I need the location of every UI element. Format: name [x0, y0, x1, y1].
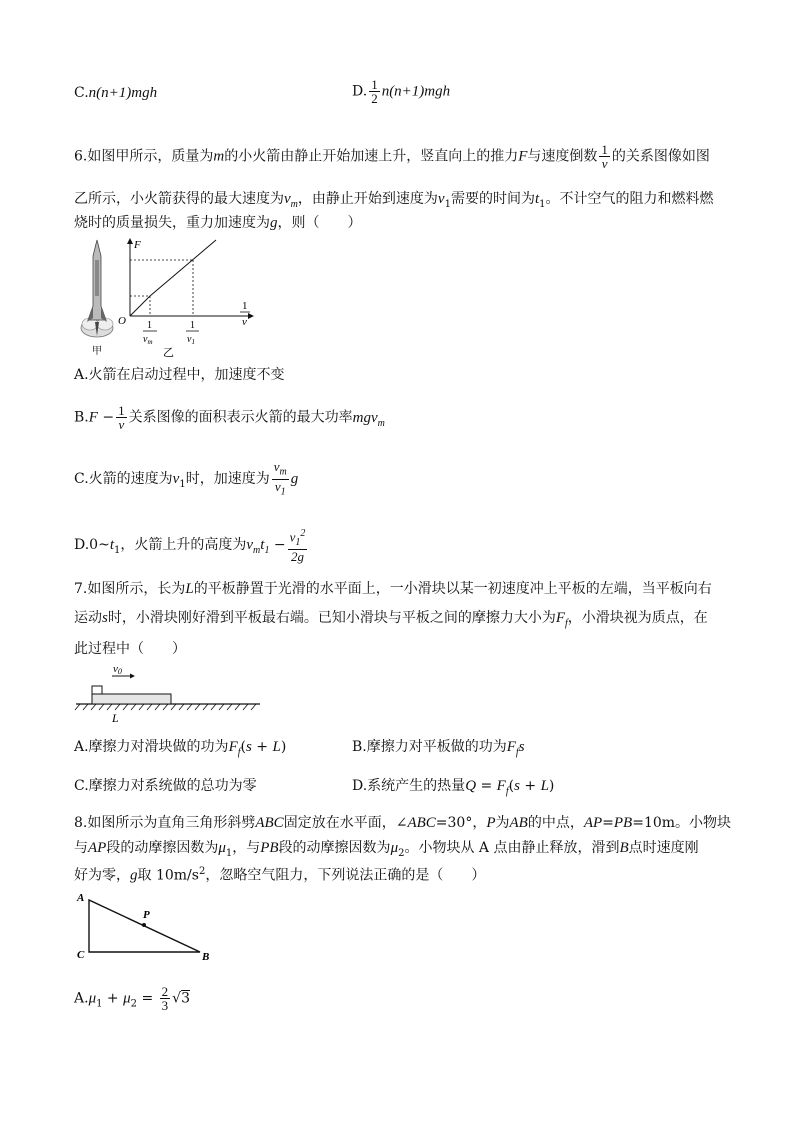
q6-option-a: A.火箭在启动过程中，加速度不变: [74, 367, 285, 383]
axis-label-origin: O: [118, 315, 126, 327]
tick-inv-vm-den: $v_m$: [143, 334, 153, 346]
q6-stem-line1: 6.如图甲所示，质量为m的小火箭由静止开始加速上升，竖直向上的推力F与速度倒数 $\frac{1}{v}$ 的关系图像如图: [74, 142, 710, 171]
tick-inv-vm-num: 1: [147, 320, 152, 331]
fig-label-jia: 甲: [92, 346, 102, 357]
q7-option-c: C.摩擦力对系统做的总功为零: [74, 778, 257, 794]
q6-stem-line2: 乙所示，小火箭获得的最大速度为$v_m$，由静止开始到速度为$v_1$需要的时间为$t_1$。不计空气的阻力和燃料燃: [74, 191, 714, 210]
label-b: B: [202, 951, 210, 963]
tick-inv-v1-den: $v_1$: [187, 334, 195, 346]
f-vs-inverse-v-graph: [127, 238, 254, 319]
plank: [92, 694, 171, 704]
q7-option-a: A.摩擦力对滑块做的功为$F_f(s + L)$: [74, 739, 287, 758]
label-c: C: [77, 949, 85, 961]
q7-stem-line3: 此过程中（ ）: [74, 641, 186, 657]
rocket-icon: [81, 240, 113, 337]
q8-stem-line2: 与AP段的动摩擦因数为$\mu_1$，与PB段的动摩擦因数为$\mu_2$。小物块从 A 点由静止释放，滑到B点时速度刚: [74, 840, 699, 859]
label-l: L: [112, 711, 119, 725]
axis-label-inv-v-num: 1: [242, 300, 248, 312]
q8-stem-line1: 8.如图所示为直角三角形斜劈ABC固定放在水平面，∠ABC=30°，P为AB的中点，AP=PB=10m。小物块: [74, 815, 732, 831]
q5-option-c: C.n(n+1)mgh: [74, 85, 158, 101]
slider-block: [92, 686, 102, 694]
point-p: [142, 923, 146, 927]
q8-option-a: $A.\mu_1 + \mu_2$ = $\frac{2}{3}$ √3: [74, 984, 190, 1013]
tick-inv-v1-num: 1: [190, 320, 195, 331]
label-v0: v0: [113, 663, 122, 676]
q6-option-c: C.火箭的速度为$v_1$时，加速度为 $\frac{v_m}{v_1}$ g: [74, 459, 299, 498]
q6-figure: [70, 236, 260, 362]
label-a: A: [77, 892, 85, 904]
q8-stem-line3: 好为零，g取 $10m/s^2$，忽略空气阻力，下列说法正确的是（ ）: [74, 866, 486, 884]
q7-stem-line1: 7.如图所示，长为L的平板静置于光滑的水平面上，一小滑块以某一初速度冲上平板的左端，当平板向右: [74, 581, 712, 597]
fig-label-yi: 乙: [163, 347, 174, 359]
q6-option-d: $D.0\sim t_1$，火箭上升的高度为$v_mt_1$ − $\frac{v_1^2}{2g}$: [74, 528, 306, 564]
q6-option-b: B.F − $\frac{1}{v}$ 关系图像的面积表示火箭的最大功率mgv$_m$: [74, 403, 385, 432]
axis-label-f: F: [134, 239, 141, 251]
q6-stem-line3: 烧时的质量损失，重力加速度为g，则（ ）: [74, 215, 362, 231]
q8-figure: [74, 888, 224, 968]
ground-hatch: [75, 704, 260, 710]
q7-option-d: D.系统产生的热量$Q = F_f(s + L)$: [352, 778, 555, 797]
label-p: P: [143, 909, 150, 921]
q7-figure: [72, 660, 264, 728]
q7-stem-line2: 运动s时，小滑块刚好滑到平板最右端。已知小滑块与平板之间的摩擦力大小为$F_f$，小滑块视为质点，在: [74, 610, 708, 629]
q5-option-d: D. $\frac{1}{2}$ n(n+1)mgh: [352, 77, 451, 106]
axis-label-inv-v-den: v: [242, 316, 247, 328]
q7-option-b: B.摩擦力对平板做的功为$F_fs$: [352, 739, 525, 758]
